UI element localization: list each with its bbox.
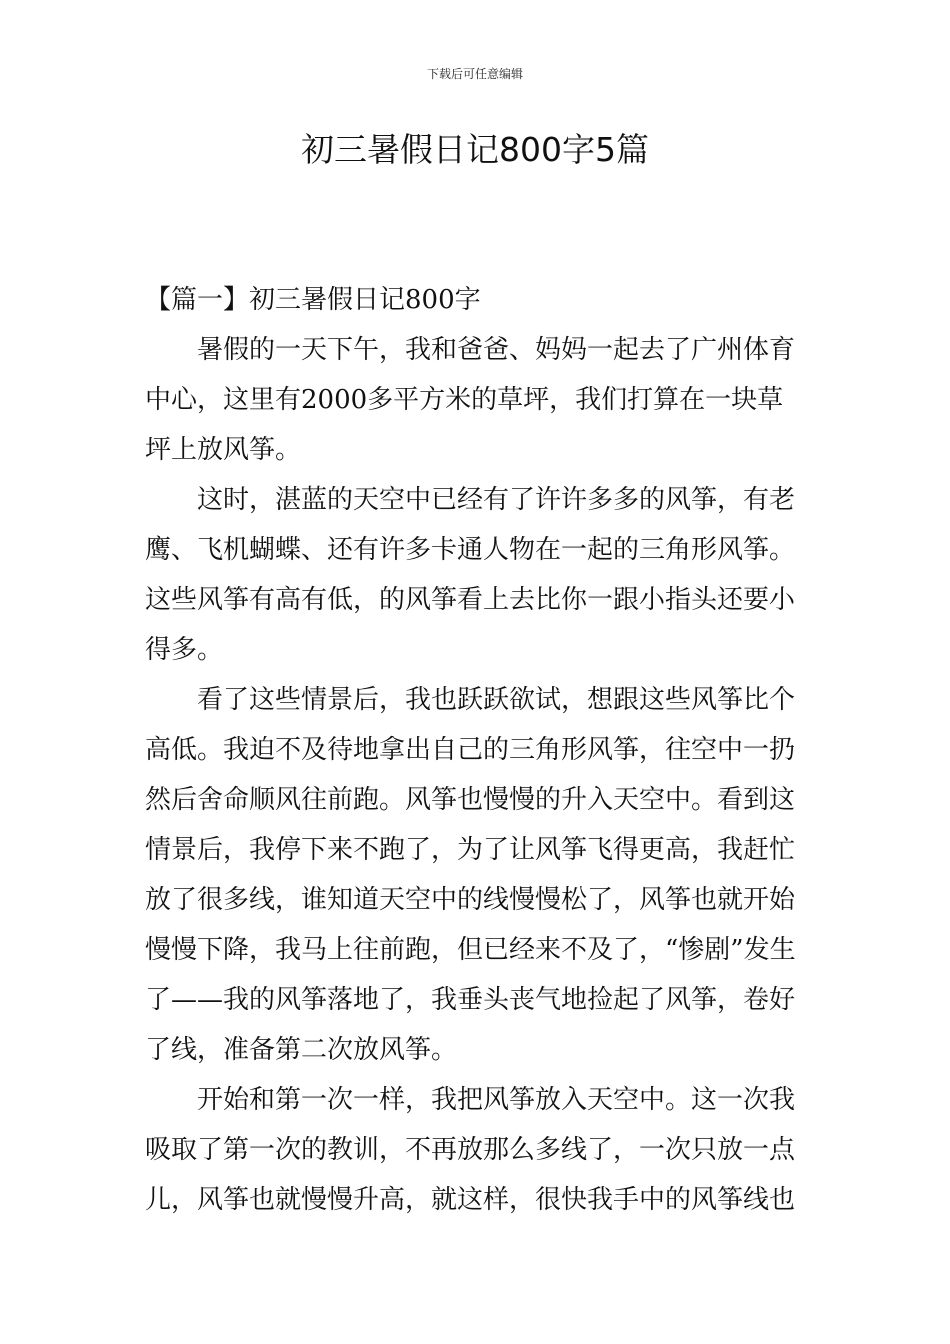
paragraph: 看了这些情景后，我也跃跃欲试，想跟这些风筝比个高低。我迫不及待地拿出自己的三角形风筝，往空中一扔然后舍命顺风往前跑。风筝也慢慢的升入天空中。看到这情景后，我停下来不跑了，为了让风筝飞得更高，我赶忙放了很多线，谁知道天空中的线慢慢松了，风筝也就开始慢慢下降，我马上往前跑，但已经来不及了，“惨剧”发生了——我的风筝落地了，我垂头丧气地捡起了风筝，卷好了线，准备第二次放风筝。	[145, 685, 796, 1065]
paragraph: 这时，湛蓝的天空中已经有了许许多多的风筝，有老鹰、飞机蝴蝶、还有许多卡通人物在一起的三角形风筝。这些风筝有高有低，的风筝看上去比你一跟小指头还要小得多。	[145, 485, 796, 665]
header-note: 下载后可任意编辑	[426, 67, 523, 81]
paragraph: 开始和第一次一样，我把风筝放入天空中。这一次我吸取了第一次的教训，不再放那么多线了，一次只放一点儿，风筝也就慢慢升高，就这样，很快我手中的风筝线也	[145, 1085, 796, 1215]
document-title: 初三暑假日记800字5篇	[301, 130, 649, 169]
document-body	[145, 275, 809, 1225]
paragraph: 暑假的一天下午，我和爸爸、妈妈一起去了广州体育中心，这里有2000多平方米的草坪，我们打算在一块草坪上放风筝。	[145, 335, 796, 465]
section-heading: 【篇一】初三暑假日记800字	[145, 285, 481, 315]
